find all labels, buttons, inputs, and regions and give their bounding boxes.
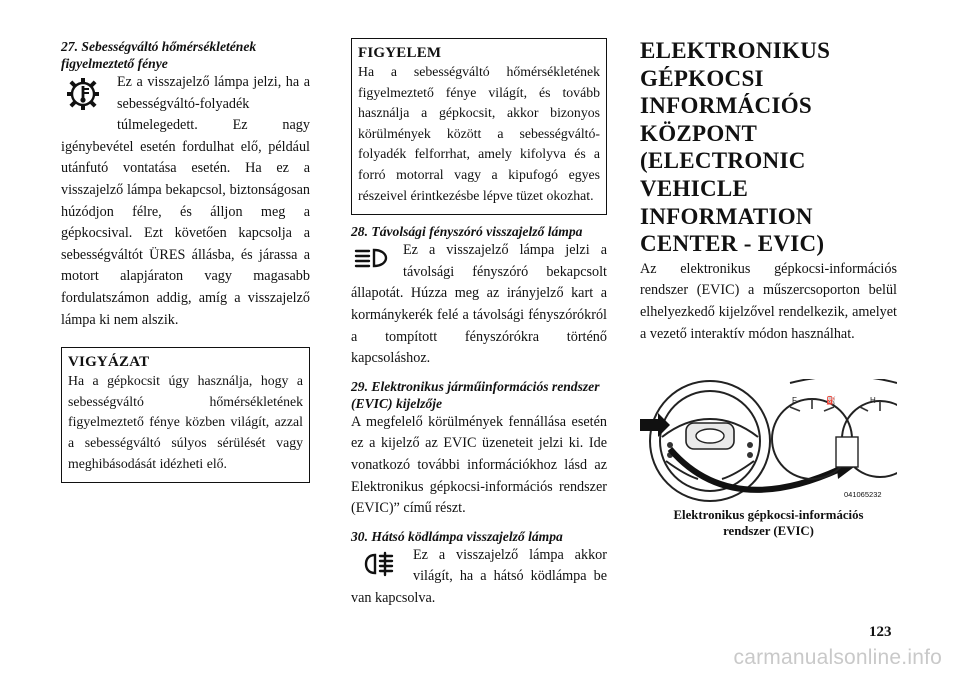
section-29-body: A megfelelő körülmények fennállása esetén ez a kijelző az EVIC üzeneteit jelzi ki. Ide vonatkozó további információkhoz lásd az Elektronikus gépkocsi-információs rendszer (EVIC)” című részt.: [351, 413, 607, 517]
high-beam-icon: [351, 242, 391, 274]
title-line: VEHICLE: [640, 175, 749, 201]
rear-fog-lamp-icon: [357, 547, 401, 581]
section-30-heading: 30. Hátsó ködlámpa visszajelző lámpa: [351, 528, 563, 544]
page-number: 123: [869, 624, 892, 640]
svg-text:F: F: [792, 396, 797, 406]
figure-caption-line: Elektronikus gépkocsi-információs: [673, 508, 864, 523]
evic-figure: [640, 379, 897, 503]
caution-text: Ha a gépkocsit úgy használja, hogy a sebességváltó hőmérsékletének figyelmeztető fénye közben világít, azzal a sebességváltó súlyos sérülését vagy meghibásodását idézheti elő.: [68, 373, 303, 471]
column-middle: [351, 38, 607, 609]
transmission-temperature-icon: [61, 74, 105, 114]
title-line: ELEKTRONIKUS: [640, 38, 831, 63]
title-line: GÉPKOCSI: [640, 65, 764, 91]
title-line: INFORMÁCIÓS: [640, 93, 812, 119]
column-left: [61, 38, 310, 483]
section-27-body: Ez a visszajelző lámpa jelzi, ha a sebességváltó-folyadék túlmelegedett. Ez nagy igénybevétel esetén fordulhat elő, például utánfutó vontatása esetén. Ha ez a visszajelző lámpa bekapcsol, biztonságosan húzódjon félre, és álljon meg a gépkocsival. Ezt követően kapcsolja a sebességváltót ÜRES állásba, és járassa a motort alapjáraton vagy magasabb fordulatszámon addig, amíg a visszajelző lámpa ki nem alszik.: [61, 74, 310, 328]
svg-text:H: H: [870, 396, 876, 406]
steering-wheel-cluster-illustration: [640, 379, 897, 503]
warning-box: [351, 38, 607, 215]
warning-text: Ha a sebességváltó hőmérsékletének figyelmeztető fénye világít, és tovább használja a gépkocsit, akkor bizonyos körülmények között a sebességváltó-folyadék felforrhat, amely kifolyva és a forró motorral vagy a kipufogó egyes részeivel érintkezésbe lépve tüzet okozhat.: [358, 64, 600, 203]
watermark: carmanualsonline.info: [733, 646, 942, 669]
title-line: INFORMATION: [640, 203, 813, 229]
title-line: (ELECTRONIC: [640, 148, 806, 174]
evic-intro: Az elektronikus gépkocsi-információs rendszer (EVIC) a műszercsoporton belül elhelyezkedő kijelzővel rendelkezik, amelyet a vezető interaktív módon használhat.: [640, 260, 897, 342]
caution-title: VIGYÁZAT: [68, 354, 150, 371]
section-29-heading: 29. Elektronikus járműinformációs rendszer (EVIC) kijelzője: [351, 378, 600, 411]
caution-box: [61, 347, 310, 483]
section-30-body: Ez a visszajelző lámpa akkor világít, ha a hátsó ködlámpa be van kapcsolva.: [351, 546, 607, 606]
warning-title: FIGYELEM: [358, 45, 442, 61]
title-line: KÖZPONT: [640, 120, 758, 146]
figure-caption-line: rendszer (EVIC): [723, 524, 814, 539]
svg-text:⛽: ⛽: [826, 396, 836, 406]
section-28-body: Ez a visszajelző lámpa jelzi a távolsági fényszóró bekapcsolt állapotát. Húzza meg az irányjelző kart a kormánykerék felé a távolsági fényszórókról a tompított fényszórókra történő kapcsoláshoz.: [351, 242, 607, 367]
figure-code: 041065232: [844, 490, 882, 500]
evic-title: [640, 38, 897, 257]
title-line: CENTER - EVIC): [640, 231, 825, 257]
column-right: [640, 38, 897, 539]
figure-caption: [640, 507, 897, 539]
section-28-heading: 28. Távolsági fényszóró visszajelző lámpa: [351, 224, 583, 240]
section-27-heading: 27. Sebességváltó hőmérsékletének figyelmeztető fénye: [61, 39, 257, 71]
